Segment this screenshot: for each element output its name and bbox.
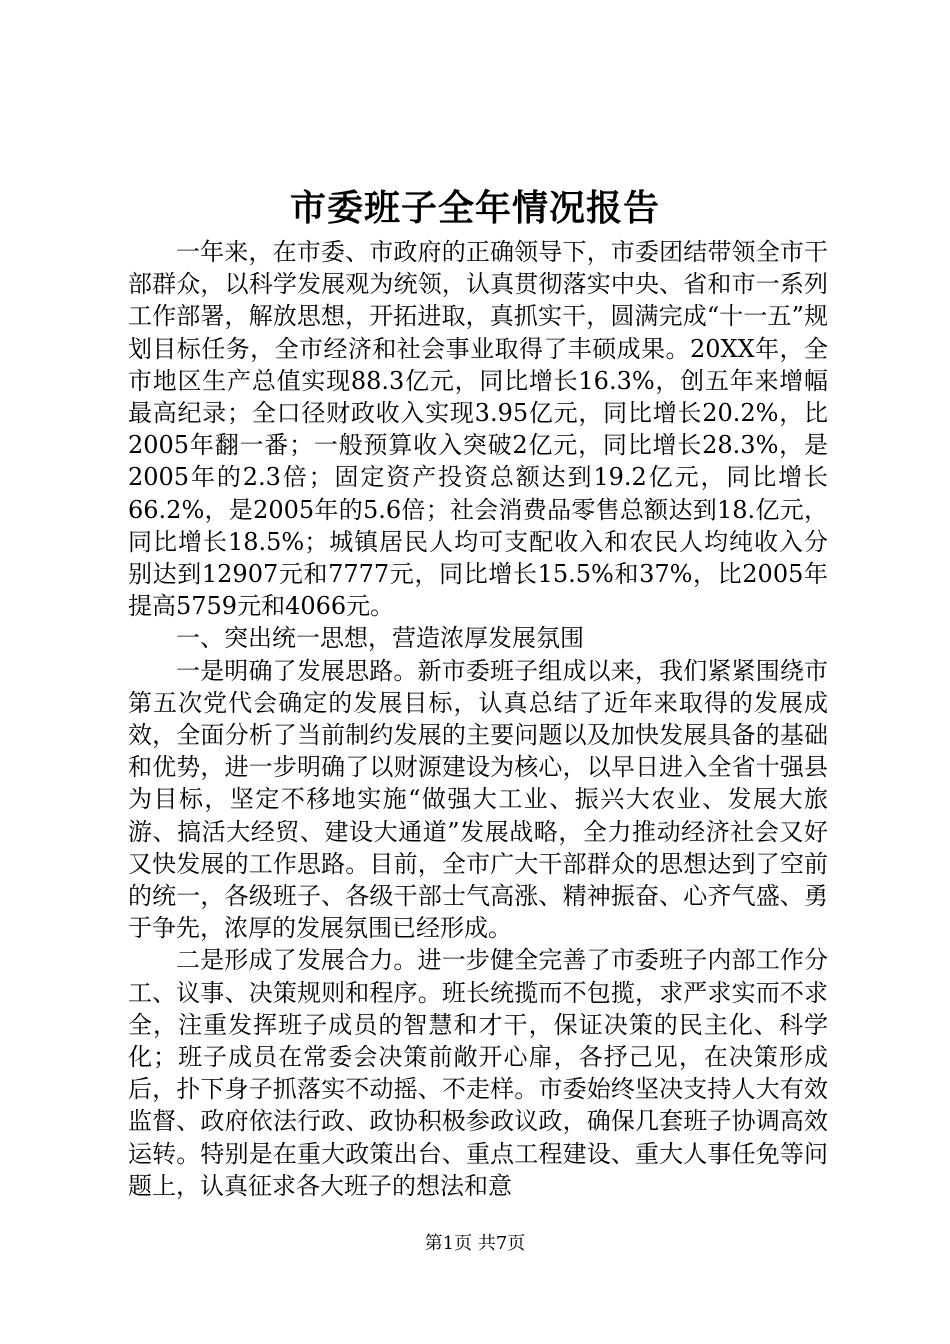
- body-paragraph-2: 二是形成了发展合力。进一步健全完善了市委班子内部工作分工、议事、决策规则和程序。班长统揽而不包揽，求严求实而不求全，注重发挥班子成员的智慧和才干，保证决策的民主化、科学化；班子成员在常委会决策前敞开心扉，各抒己见，在决策形成后，扑下身子抓落实不动摇、不走样。市委始终坚决支持人大有效监督、政府依法行政、政协积极参政议政，确保几套班子协调高效运转。特别是在重大政策出台、重点工程建设、重大人事任免等问题上，认真征求各大班子的想法和意: [128, 946, 828, 1200]
- body-paragraph-1: 一是明确了发展思路。新市委班子组成以来，我们紧紧围绕市第五次党代会确定的发展目标，认真总结了近年来取得的发展成效，全面分析了当前制约发展的主要问题以及加快发展具备的基础和优势，进一步明确了以财源建设为核心，以早日进入全省十强县为目标，坚定不移地实施“做强大工业、振兴大农业、发展大旅游、搞活大经贸、建设大通道”发展战略，全力推动经济社会又好又快发展的工作思路。目前，全市广大干部群众的思想达到了空前的统一，各级班子、各级干部士气高涨、精神振奋、心齐气盛、勇于争先，浓厚的发展氛围已经形成。: [128, 656, 828, 943]
- intro-paragraph: 一年来，在市委、市政府的正确领导下，市委团结带领全市干部群众，以科学发展观为统领，认真贯彻落实中央、省和市一系列工作部署，解放思想，开拓进取，真抓实干，圆满完成“十一五”规划目标任务，全市经济和社会事业取得了丰硕成果。20XX年，全市地区生产总值实现88.3亿元，同比增长16.3%，创五年来增幅最高纪录；全口径财政收入实现3.95亿元，同比增长20.2%，比2005年翻一番；一般预算收入突破2亿元，同比增长28.3%，是2005年的2.3倍；固定资产投资总额达到19.2亿元，同比增长66.2%，是2005年的5.6倍；社会消费品零售总额达到18.亿元，同比增长18.5%；城镇居民人均可支配收入和农民人均纯收入分别达到12907元和7777元，同比增长15.5%和37%，比2005年提高5759元和4066元。: [128, 238, 828, 621]
- document-body: [128, 236, 828, 1202]
- page-indicator: 第1页 共7页: [424, 1233, 526, 1254]
- section-heading: 一、突出统一思想，营造浓厚发展氛围: [176, 624, 584, 653]
- document-title: 市委班子全年情况报告: [289, 187, 660, 229]
